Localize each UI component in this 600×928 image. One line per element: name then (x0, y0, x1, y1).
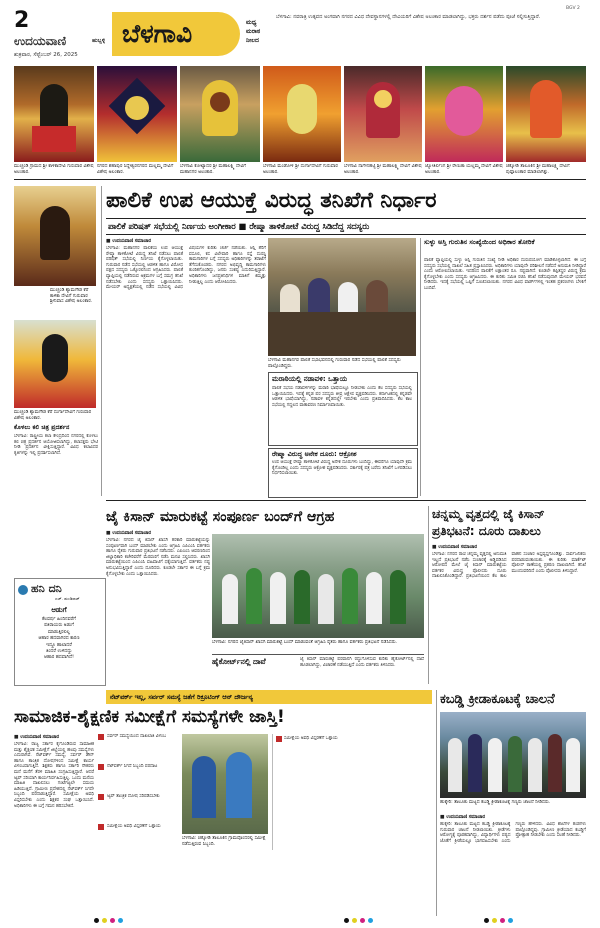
edition-tag: ಹುಬ್ಬಳ್ಳಿ (92, 38, 106, 44)
paper-name: ಉದಯವಾಣಿ (14, 34, 67, 48)
temple-caption-2: ನಗರದ ಶಹಾಪುರ ಸಿದ್ದೇಶ್ವರನಗರದ ಮಲ್ಲಮ್ಮ ದೇವಿಗೆ ವಿಶೇಷ ಅಲಂಕಾರ. (97, 164, 174, 175)
hanidani-lines (14, 617, 104, 662)
left-caption-2: ಮುಚ್ಚಂಡಿ ಶ್ಯಾಮಗೌಡ ಕೆರೆ ದುರ್ಗಾದೇವಿಗೆ ಗುರುವಾರ ವಿಶೇಷ ಅಲಂಕಾರ. (14, 410, 92, 421)
temple-caption-7: ಚಿಕ್ಕೋಡಿ ತಾಲೂಕಿನ ಶ್ರೀ ಮಹಾಲಕ್ಷ್ಮಿ ದೇವಿಗೆ ಪುಷ್ಪಾಲಂಕಾರ ಮಾಡಲಾಗಿತ್ತು. (506, 164, 570, 175)
left-story-title: ಕೊಳಲು ಕಲಿ ಚಿತ್ರ ಪ್ರದರ್ಶನ (14, 424, 70, 431)
box-story2-headline: ರೇಷ್ಮಾ ವಿರುದ್ಧ ಅನೇಕ ದೂರು: ಆಕ್ರೋಶ (272, 450, 357, 458)
kabaddi-body: ಹುಕ್ಕೇರಿ: ತಾಲೂಕು ಮಟ್ಟದ ಕಬಡ್ಡಿ ಕ್ರೀಡಾಕೂಟಕ್ಕೆ ಗುರುವಾರ ಚಾಲನೆ ನೀಡಲಾಯಿತು. ಕ್ರೀಡೆಗಳು ಆರೋಗ್ಯಕ್ಕೆ ಪೂರಕವಾಗಿದ್ದು, ವಿದ್ಯಾರ್ಥಿಗಳು ಪಠ್ಯದ ಜೊತೆಗೆ ಕ್ರೀಡೆಯಲ್ಲೂ ಭಾಗವಹಿಸಬೇಕು ಎಂದು ಗಣ್ಯರು ಹೇಳಿದರು. ವಿವಿಧ ಶಾಲೆಗಳ ತಂಡಗಳು ಪಾಲ್ಗೊಂಡಿದ್ದವು. ಗ್ರಾಮೀಣ ಕ್ರೀಡೆಯಾದ ಕಬಡ್ಡಿಗೆ ಪ್ರೋತ್ಸಾಹ ನೀಡಬೇಕು ಎಂದು ಸಲಹೆ ನೀಡಿದರು. (440, 822, 586, 844)
hanidani-title: ಆಡುಗೆ (51, 606, 67, 614)
box-story-headline: ಮರಾಠಿಯಲ್ಲಿ ನಡಾವಳಿ: ಒತ್ತಾಯ (272, 375, 348, 383)
survey-headline: ಸಾಮಾಜಿಕ-ಶೈಕ್ಷಣಿಕ ಸಮೀಕ್ಷೆಗೆ ಸಮಸ್ಯೆಗಳೇ ಜಾಸ್ತಿ! (14, 707, 285, 727)
survey-bullet: ಸಮೀಕ್ಷೆಯ ಅವಧಿ ವಿಸ್ತರಣೆಗೆ ಒತ್ತಾಯ (107, 824, 161, 829)
temple-caption-1: ಮುಚ್ಚಂಡಿ ಗ್ರಾಮದ ಶ್ರೀ ಕಾಳಿಕಾದೇವಿ ಗುರುವಾರ ವಿಶೇಷ ಅಲಂಕಾರ. (14, 164, 94, 175)
hanidani-line: ಕೆಲವರ್ಷ ಹಿಂದಿನವರೆಗೆ (42, 617, 76, 622)
jaikisan-body: ಬೆಳಗಾವಿ: ನಗರದ ಜೈ ಕಿಸಾನ್ ಖಾಸಗಿ ತರಕಾರಿ ಮಾರುಕಟ್ಟೆಯನ್ನು ಸಂಪೂರ್ಣವಾಗಿ ಬಂದ್ ಮಾಡಬೇಕು ಎಂದು ಆಗ್ರಹಿಸಿ ಎಪಿಎಂಸಿ ವರ್ತಕರು ಹಾಗೂ ರೈತರು ಗುರುವಾರ ಪ್ರತಿಭಟನೆ ನಡೆಸಿದರು. ಎಪಿಎಂಸಿ ಆವರಣದಿಂದ ಜಿಲ್ಲಾಧಿಕಾರಿ ಕಚೇರಿವರೆಗೆ ಮೆರವಣಿಗೆ ನಡೆಸಿ ಮನವಿ ಸಲ್ಲಿಸಿದರು. ಖಾಸಗಿ ಮಾರುಕಟ್ಟೆಯಿಂದ ಎಪಿಎಂಸಿ ವಹಿವಾಟಿಗೆ ಧಕ್ಕೆಯಾಗುತ್ತಿದೆ. ವರ್ತಕರು ನಷ್ಟ ಅನುಭವಿಸುತ್ತಿದ್ದಾರೆ ಎಂದು ದೂರಿದರು. ಕೂಡಲೇ ಸರ್ಕಾರ ಈ ಬಗ್ಗೆ ಕ್ರಮ ಕೈಗೊಳ್ಳಬೇಕು ಎಂದು ಒತ್ತಾಯಿಸಿದರು. (106, 538, 210, 577)
page-code: BGV 2 (566, 6, 580, 11)
temple-photo-7 (506, 66, 586, 162)
highcourt-text: ಜೈ ಕಿಸಾನ್ ಮಾರುಕಟ್ಟೆ ಪರವಾನಗಿ ರದ್ದುಗೊಳಿಸುವ ಕುರಿತು ಹೈಕೋರ್ಟ್‌ನಲ್ಲಿ ದಾವೆ ಹೂಡಲಾಗಿದ್ದು, ವಿಚಾರಣೆ ನಡೆಯುತ್ತಿದೆ ಎಂದು ವರ್ತಕರು ತಿಳಿಸಿದರು. (300, 657, 424, 668)
chennamma-byline: ■ ಉದಯವಾಣಿ ಸಮಾಚಾರ (432, 545, 478, 550)
hanidani-line: ಆಹಾರ ಹದವಾಗಿದೆ! (44, 655, 74, 661)
council-photo-caption: ಬೆಳಗಾವಿ ಮಹಾನಗರ ಪಾಲಿಕೆ ಸಭಾಭವನದಲ್ಲಿ ಗುರುವಾರ ನಡೆದ ಸಭೆಯಲ್ಲಿ ಪಾಲಿಕೆ ಸದಸ್ಯರು ಪಾಲ್ಗೊಂಡಿದ್ದರು. (268, 358, 401, 369)
right-headline: ಸುಳ್ಳು ಅಸ್ತಿ ಗುರುತಿನ ಸಂಖ್ಯೆಯಿಂದ ಅಧಿಕಾರ ತೋರಿಕೆ (424, 238, 535, 246)
temple-photo-4 (263, 66, 341, 162)
temple-photo-5 (344, 66, 422, 162)
hanidani-line: ಆಹಾರ ಹದವಾಗಿರದ ಕಾರಣ (38, 636, 80, 642)
right-body: ಪಾಲಿಕೆ ವ್ಯಾಪ್ತಿಯಲ್ಲಿ ಸುಳ್ಳು ಆಸ್ತಿ ಗುರುತಿನ ಸಂಖ್ಯೆ ನೀಡಿ ಅಧಿಕಾರ ದುರುಪಯೋಗ ಮಾಡಿಕೊಳ್ಳಲಾಗಿದೆ. ಈ ಬಗ್ಗೆ ಸದಸ್ಯರು ಸಭೆಯಲ್ಲಿ ದಾಖಲೆ ಸಹಿತ ಪ್ರಸ್ತಾಪಿಸಿದರು. ಅಧಿಕಾರಿಗಳು ಯಾವುದೇ ಪರಿಶೀಲನೆ ನಡೆಸದೆ ಅನುಮತಿ ನೀಡಿದ್ದಾರೆ ಎಂದು ಆರೋಪಿಸಲಾಯಿತು. ಇದರಿಂದ ಪಾಲಿಕೆಗೆ ಲಕ್ಷಾಂತರ ರೂ. ನಷ್ಟವಾಗಿದೆ. ಕೂಡಲೇ ತಪ್ಪಿತಸ್ಥರ ವಿರುದ್ಧ ಕ್ರಮ ಕೈಗೊಳ್ಳಬೇಕು ಎಂದು ಸದಸ್ಯರು ಆಗ್ರಹಿಸಿದರು. ಈ ಕುರಿತು ಸಮಿತಿ ರಚಿಸಿ ತನಿಖೆ ನಡೆಸುವುದಾಗಿ ಮೇಯರ್ ಭರವಸೆ ನೀಡಿದರು. ಇದಕ್ಕೆ ಸಭೆಯಲ್ಲಿ ಒಪ್ಪಿಗೆ ಸೂಚಿಸಲಾಯಿತು. ನಗರದ ವಿವಿಧ ವಾರ್ಡ್‌ಗಳಲ್ಲಿ ಇಂತಹ ಪ್ರಕರಣಗಳು ಬೆಳಕಿಗೆ ಬಂದಿವೆ. (424, 258, 586, 291)
box-story2-body: ಉಪ ಆಯುಕ್ತೆ ರೇಷ್ಮಾ ತಾಳಿಕೋಟೆ ವಿರುದ್ಧ ಅನೇಕ ದೂರುಗಳು ಬಂದಿದ್ದು, ಈವರೆಗೂ ಯಾವುದೇ ಕ್ರಮ ಕೈಗೊಂಡಿಲ್ಲ ಎಂದು ಸದಸ್ಯರು ಆಕ್ರೋಶ ವ್ಯಕ್ತಪಡಿಸಿದರು. ಸರ್ಕಾರಕ್ಕೆ ಪತ್ರ ಬರೆದು ತನಿಖೆಗೆ ಒಳಪಡಿಸಲು ನಿರ್ಧರಿಸಲಾಯಿತು. (272, 460, 412, 477)
kabaddi-photo (440, 712, 586, 798)
survey-byline: ■ ಉದಯವಾಣಿ ಸಮಾಚಾರ (14, 735, 60, 740)
hanidani-line: ಪತಿರಾಯರು ಅಡುಗೆ (44, 623, 74, 629)
survey-photo-caption: ಬೆಳಗಾವಿ: ಚಿಕ್ಕೋಡಿ ತಾಲೂಕಿನ ಗ್ರಾಮವೊಂದರಲ್ಲಿ ಸಮೀಕ್ಷೆ ನಡೆಸುತ್ತಿರುವ ಸಿಬ್ಬಂದಿ. (182, 836, 266, 847)
left-story-body: ಬೆಳಗಾವಿ: ರಾಷ್ಟ್ರೀಯ ಕಲಾ ಕೇಂದ್ರದಿಂದ ನಗರದಲ್ಲಿ ಕೊಳಲು ಕಲಿ ಚಿತ್ರ ಪ್ರದರ್ಶನ ಆಯೋಜಿಸಲಾಗಿದ್ದು, ಕಲಾಸಕ್ತರು ಭೇಟಿ ನೀಡಿ ಪ್ರದರ್ಶನ ವೀಕ್ಷಿಸುತ್ತಿದ್ದಾರೆ. ವಿವಿಧ ಕಲಾವಿದರ ಕೃತಿಗಳನ್ನು ಇಲ್ಲಿ ಪ್ರದರ್ಶಿಸಲಾಗಿದೆ. (14, 434, 98, 456)
mid-divider (106, 500, 586, 501)
box-story-body: ಪಾಲಿಕೆ ಸಭೆಯ ನಡಾವಳಿಗಳನ್ನು ಮರಾಠಿ ಭಾಷೆಯಲ್ಲೂ ನೀಡಬೇಕು ಎಂದು ಕೆಲ ಸದಸ್ಯರು ಸಭೆಯಲ್ಲಿ ಒತ್ತಾಯಿಸಿದರು. ಇದಕ್ಕೆ ಕನ್ನಡ ಪರ ಸದಸ್ಯರು ತೀವ್ರ ಆಕ್ಷೇಪ ವ್ಯಕ್ತಪಡಿಸಿದರು. ಕರ್ನಾಟಕದಲ್ಲಿ ಕನ್ನಡವೇ ಆಡಳಿತ ಭಾಷೆಯಾಗಿದ್ದು, ನಡಾವಳಿ ಕನ್ನಡದಲ್ಲೇ ಇರಬೇಕು ಎಂದು ಪ್ರತಿಪಾದಿಸಿದರು. ಕೆಲ ಕಾಲ ಸಭೆಯಲ್ಲಿ ಗದ್ದಲದ ವಾತಾವರಣ ನಿರ್ಮಾಣವಾಯಿತು. (272, 386, 412, 408)
left-photo-1 (14, 186, 96, 286)
hanidani-author: ಎಚ್. ಡುಂಡಿರಾಜ್ (55, 596, 80, 601)
side-text: ಬೆಳಗಾವಿ: ನವರಾತ್ರಿ ಉತ್ಸವದ ಅಂಗವಾಗಿ ನಗರದ ವಿವಿಧ ದೇವಸ್ಥಾನಗಳಲ್ಲಿ ದೇವಿಯರಿಗೆ ವಿಶೇಷ ಅಲಂಕಾರ ಮಾಡಲಾಗಿದ್ದು, ಭಕ್ತರು ದರ್ಶನ ಪಡೆದು ಪೂಜೆ ಸಲ್ಲಿಸುತ್ತಿದ್ದಾರೆ. (276, 14, 541, 20)
highcourt-title: ಹೈಕೋರ್ಟ್‌ನಲ್ಲಿ ದಾವೆ (212, 657, 266, 666)
dateline: ಶುಕ್ರವಾರ, ಸೆಪ್ಟೆಂಬರ್ 26, 2025 (14, 52, 78, 58)
page-number: 2 (14, 10, 30, 32)
kabaddi-photo-caption: ಹುಕ್ಕೇರಿ: ತಾಲೂಕು ಮಟ್ಟದ ಕಬಡ್ಡಿ ಕ್ರೀಡಾಕೂಟಕ್ಕೆ ಗಣ್ಯರು ಚಾಲನೆ ನೀಡಿದರು. (440, 800, 551, 805)
jaikisan-headline: ಜೈ ಕಿಸಾನ್ ಮಾರುಕಟ್ಟೆ ಸಂಪೂರ್ಣ ಬಂದ್‌ಗೆ ಆಗ್ರಹ (106, 509, 335, 525)
lead-body: ಬೆಳಗಾವಿ: ಮಹಾನಗರ ಪಾಲಿಕೆಯ ಉಪ ಆಯುಕ್ತೆ ರೇಷ್ಮಾ ತಾಳಿಕೋಟೆ ವಿರುದ್ಧ ತನಿಖೆ ನಡೆಸಲು ಪಾಲಿಕೆ ಪರಿಷತ್ ಸಭೆಯಲ್ಲಿ ನಿರ್ಣಯ ಕೈಗೊಳ್ಳಲಾಯಿತು. ಗುರುವಾರ ನಡೆದ ಸಭೆಯಲ್ಲಿ ಆಡಳಿತ ಹಾಗೂ ವಿರೋಧ ಪಕ್ಷದ ಸದಸ್ಯರು ಒಕ್ಕೊರಲಿನಿಂದ ಆಗ್ರಹಿಸಿದರು. ಪಾಲಿಕೆ ವ್ಯಾಪ್ತಿಯಲ್ಲಿ ನಡೆದಿರುವ ಅಕ್ರಮಗಳ ಬಗ್ಗೆ ಸಮಗ್ರ ತನಿಖೆ ನಡೆಸಬೇಕು ಎಂದು ಸದಸ್ಯರು ಒತ್ತಾಯಿಸಿದರು. ಮೇಯರ್ ಅಧ್ಯಕ್ಷತೆಯಲ್ಲಿ ನಡೆದ ಸಭೆಯಲ್ಲಿ ವಿವಿಧ ವಿಷಯಗಳ ಕುರಿತು ಚರ್ಚೆ ನಡೆಯಿತು. ಆಸ್ತಿ ತೆರಿಗೆ ವಸೂಲಿ, ಕಸ ವಿಲೇವಾರಿ ಹಾಗೂ ರಸ್ತೆ ದುರಸ್ತಿ ಕಾಮಗಾರಿಗಳ ಬಗ್ಗೆ ಸದಸ್ಯರು ಅಧಿಕಾರಿಗಳನ್ನು ತರಾಟೆಗೆ ತೆಗೆದುಕೊಂಡರು. ನಗರದ ಅಭಿವೃದ್ಧಿ ಕಾಮಗಾರಿಗಳು ಕುಂಠಿತಗೊಂಡಿದ್ದು, ಜನರು ಸಂಕಷ್ಟ ಎದುರಿಸುತ್ತಿದ್ದಾರೆ. ಅಧಿಕಾರಿಗಳು ಜನಪ್ರತಿನಿಧಿಗಳ ಮಾತಿಗೆ ಕಿಮ್ಮತ್ತು ನೀಡುತ್ತಿಲ್ಲ ಎಂದು ಆರೋಪಿಸಿದರು. (106, 246, 266, 291)
strip-divider (14, 179, 586, 180)
temple-caption-6: ಜ್ಯೋತಿರ್ಲಿಂಗ ಶ್ರೀ ರೇಣುಕಾ ಯಲ್ಲಮ್ಮ ದೇವಿಗೆ ವಿಶೇಷ ಅಲಂಕಾರ. (425, 164, 503, 175)
temple-caption-5: ಬೆಳಗಾವಿ ನಾಗೇನಹಟ್ಟಿ ಶ್ರೀ ಮಹಾಲಕ್ಷ್ಮಿ ದೇವಿಗೆ ವಿಶೇಷ ಅಲಂಕಾರ. (344, 164, 422, 175)
kabaddi-byline: ■ ಉದಯವಾಣಿ ಸಮಾಚಾರ (440, 815, 486, 820)
survey-banner: ನೆಟ್‌ವರ್ಕ್ ಇಲ್ಲ, ಸರ್ವರ್ ಸಮಸ್ಯೆ ಜತೆಗೆ ರಿಕ್ರೂಟಿಂಗ್ ಆನ್ ದೌರ್ಜನ್ಯ (110, 693, 253, 701)
hanidani-line: ಮಾಡುತ್ತಿರಲಿಲ್ಲ (47, 629, 71, 635)
survey-body: ಬೆಳಗಾವಿ: ರಾಜ್ಯ ಸರ್ಕಾರ ಕೈಗೊಂಡಿರುವ ಸಾಮಾಜಿಕ ಮತ್ತು ಶೈಕ್ಷಣಿಕ ಸಮೀಕ್ಷೆಗೆ ಜಿಲ್ಲೆಯಲ್ಲಿ ಹಲವು ಸಮಸ್ಯೆಗಳು ಎದುರಾಗಿವೆ. ನೆಟ್‌ವರ್ಕ್ ಸಮಸ್ಯೆ, ಸರ್ವರ್ ಡೌನ್ ಹಾಗೂ ತಾಂತ್ರಿಕ ದೋಷಗಳಿಂದ ಸಮೀಕ್ಷೆ ಕಾರ್ಯ ವಿಳಂಬವಾಗುತ್ತಿದೆ. ಶಿಕ್ಷಕರು ಹಾಗೂ ಸರ್ಕಾರಿ ನೌಕರರು ಮನೆ ಮನೆಗೆ ತೆರಳಿ ಮಾಹಿತಿ ಸಂಗ್ರಹಿಸುತ್ತಿದ್ದಾರೆ. ಆದರೆ ಆ್ಯಪ್ ಸರಿಯಾಗಿ ಕಾರ್ಯನಿರ್ವಹಿಸುತ್ತಿಲ್ಲ. ಒಂದು ಮನೆಯ ಮಾಹಿತಿ ದಾಖಲಿಸಲು ಗಂಟೆಗಟ್ಟಲೇ ಸಮಯ ಹಿಡಿಯುತ್ತಿದೆ. ಗ್ರಾಮೀಣ ಪ್ರದೇಶದಲ್ಲಿ ನೆಟ್‌ವರ್ಕ್ ಸಿಗದೇ ಸಿಬ್ಬಂದಿ ಪರದಾಡುತ್ತಿದ್ದಾರೆ. ಸಮೀಕ್ಷೆಯ ಅವಧಿ ವಿಸ್ತರಿಸಬೇಕು ಎಂದು ಶಿಕ್ಷಕರ ಸಂಘ ಒತ್ತಾಯಿಸಿದೆ. ಅಧಿಕಾರಿಗಳು ಈ ಬಗ್ಗೆ ಗಮನ ಹರಿಸಬೇಕಿದೆ. (14, 742, 94, 809)
left-caption-1: ಮುಚ್ಚಂಡಿ ಶ್ಯಾಮಗೌಡ ಕೆರೆ ಕಾಳಿಕಾ ದೇವಿಗೆ ಗುರುವಾರ ಶ್ರೀನಿವಾಸ ವಿಶೇಷ ಅಲಂಕಾರ. (50, 288, 93, 305)
temple-photo-3 (180, 66, 260, 162)
protest-photo-caption: ಬೆಳಗಾವಿ: ನಗರದ ಜೈಕಿಸಾನ್ ಖಾಸಗಿ ಮಾರುಕಟ್ಟೆ ಬಂದ್ ಮಾಡುವಂತೆ ಆಗ್ರಹಿಸಿ ರೈತರು ಹಾಗೂ ವರ್ತಕರು ಪ್ರತಿಭಟನೆ ನಡೆಸಿದರು. (212, 640, 398, 645)
temple-caption-3: ಬೆಳಗಾವಿ ಕೋಟ್ಯಾದರ ಶ್ರೀ ಮಹಾಲಕ್ಷ್ಮಿ ದೇವಿಗೆ ಮಹಾನಗರ ಅಲಂಕಾರ. (180, 164, 247, 175)
lead-subheadline: ಪಾಲಿಕೆ ಪರಿಷತ್ ಸಭೆಯಲ್ಲಿ ನಿರ್ಣಯ ಅಂಗೀಕಾರ ■ ರೇಷ್ಮಾ ತಾಳಿಕೋಟೆ ವಿರುದ್ಧ ಸಿಡಿದೆದ್ದ ಸದಸ್ಯರು (108, 221, 370, 231)
survey-bullets (98, 734, 178, 854)
kabaddi-divider (436, 690, 437, 916)
section-title: ಬೆಳಗಾವಿ (122, 19, 193, 48)
hanidani-brand: ಹನಿ ದನಿ (31, 582, 62, 595)
temple-photo-2 (97, 66, 177, 162)
temple-photo-1 (14, 66, 94, 162)
chennamma-divider (428, 506, 429, 684)
survey-bullet: ಆ್ಯಪ್ ತಾಂತ್ರಿಕ ದೋಷ ಸರಿಪಡಿಸಬೇಕು (107, 794, 160, 799)
protest-photo (212, 534, 424, 638)
survey-infobox-icon (276, 736, 282, 742)
hanidani-line: ತಿಂದರೆ ಉಳಿದದ್ದು (45, 649, 73, 655)
kabaddi-headline: ಕಬಡ್ಡಿ ಕ್ರೀಡಾಕೂಟಕ್ಕೆ ಚಾಲನೆ (440, 692, 555, 707)
jaikisan-byline: ■ ಉದಯವಾಣಿ ಸಮಾಚಾರ (106, 531, 152, 536)
survey-body-col3 (346, 734, 432, 914)
lead-right-divider (420, 238, 421, 496)
council-photo (268, 238, 416, 356)
left-col-divider (101, 186, 102, 496)
chennamma-body: ಬೆಳಗಾವಿ: ನಗರದ ರಾಣಿ ಚನ್ನಮ್ಮ ವೃತ್ತದಲ್ಲಿ ಅನುಮತಿ ಇಲ್ಲದೆ ಪ್ರತಿಭಟನೆ ನಡೆಸಿ ಸಂಚಾರಕ್ಕೆ ಅಡ್ಡಿಪಡಿಸಿದ ಆರೋಪದ ಮೇಲೆ ಜೈ ಕಿಸಾನ್ ಮಾರುಕಟ್ಟೆಯ ವರ್ತಕರ ವಿರುದ್ಧ ಪೊಲೀಸರು ದೂರು ದಾಖಲಿಸಿಕೊಂಡಿದ್ದಾರೆ. ಪ್ರತಿಭಟನೆಯಿಂದ ಕೆಲ ಕಾಲ ವಾಹನ ಸಂಚಾರ ಅಸ್ತವ್ಯಸ್ತಗೊಂಡಿತ್ತು. ಸಾರ್ವಜನಿಕರು ಪರದಾಡುವಂತಾಯಿತು. ಈ ಕುರಿತು ಮಾರ್ಕೆಟ್ ಪೊಲೀಸ್ ಠಾಣೆಯಲ್ಲಿ ಪ್ರಕರಣ ದಾಖಲಾಗಿದೆ. ತನಿಖೆ ಮುಂದುವರಿದಿದೆ ಎಂದು ಪೊಲೀಸರು ತಿಳಿಸಿದ್ದಾರೆ. (432, 552, 586, 580)
survey-photo (182, 734, 268, 834)
survey-bullet: ಸರ್ವರ್ ಸಮಸ್ಯೆಯಿಂದ ದಾಖಲಾತಿ ವಿಳಂಬ (107, 734, 166, 739)
lead-headline: ಪಾಲಿಕೆ ಉಪ ಆಯುಕ್ತೆ ವಿರುದ್ಧ ತನಿಖೆಗೆ ನಿರ್ಧಾರ (106, 188, 437, 213)
left-photo-2 (14, 320, 96, 408)
side-tag: ಮಧ್ಯ ಮರಾಠ ನೀಲದ (246, 19, 261, 44)
hanidani-line: ಇದ್ದೂ ಹಾಲಾದರೆ (46, 642, 72, 648)
survey-bullet: ನೆಟ್‌ವರ್ಕ್ ಸಿಗದೆ ಸಿಬ್ಬಂದಿ ಪರದಾಟ (107, 764, 158, 769)
jaikisan-body-cont (106, 594, 210, 652)
chennamma-headline: ಚನ್ನಮ್ಮ ವೃತ್ತದಲ್ಲಿ ಜೈ ಕಿಸಾನ್ ಪ್ರತಿಭಟನೆ: ದೂರು ದಾಖಲು (432, 507, 545, 538)
lead-byline: ■ ಉದಯವಾಣಿ ಸಮಾಚಾರ (106, 239, 152, 244)
temple-photo-6 (425, 66, 503, 162)
survey-infobox-text: ಸಮೀಕ್ಷೆಯ ಅವಧಿ ವಿಸ್ತರಣೆಗೆ ಒತ್ತಾಯ (284, 736, 338, 741)
survey-body-col2 (98, 858, 268, 914)
registration-marks (14, 918, 586, 924)
temple-caption-4: ಬೆಳಗಾವಿ ಮಂಡೋಳಿ ಶ್ರೀ ದುರ್ಗಾದೇವಿಗೆ ಗುರುವಾರ ಅಲಂಕಾರ. (263, 164, 338, 175)
hanidani-logo-icon (18, 585, 28, 595)
